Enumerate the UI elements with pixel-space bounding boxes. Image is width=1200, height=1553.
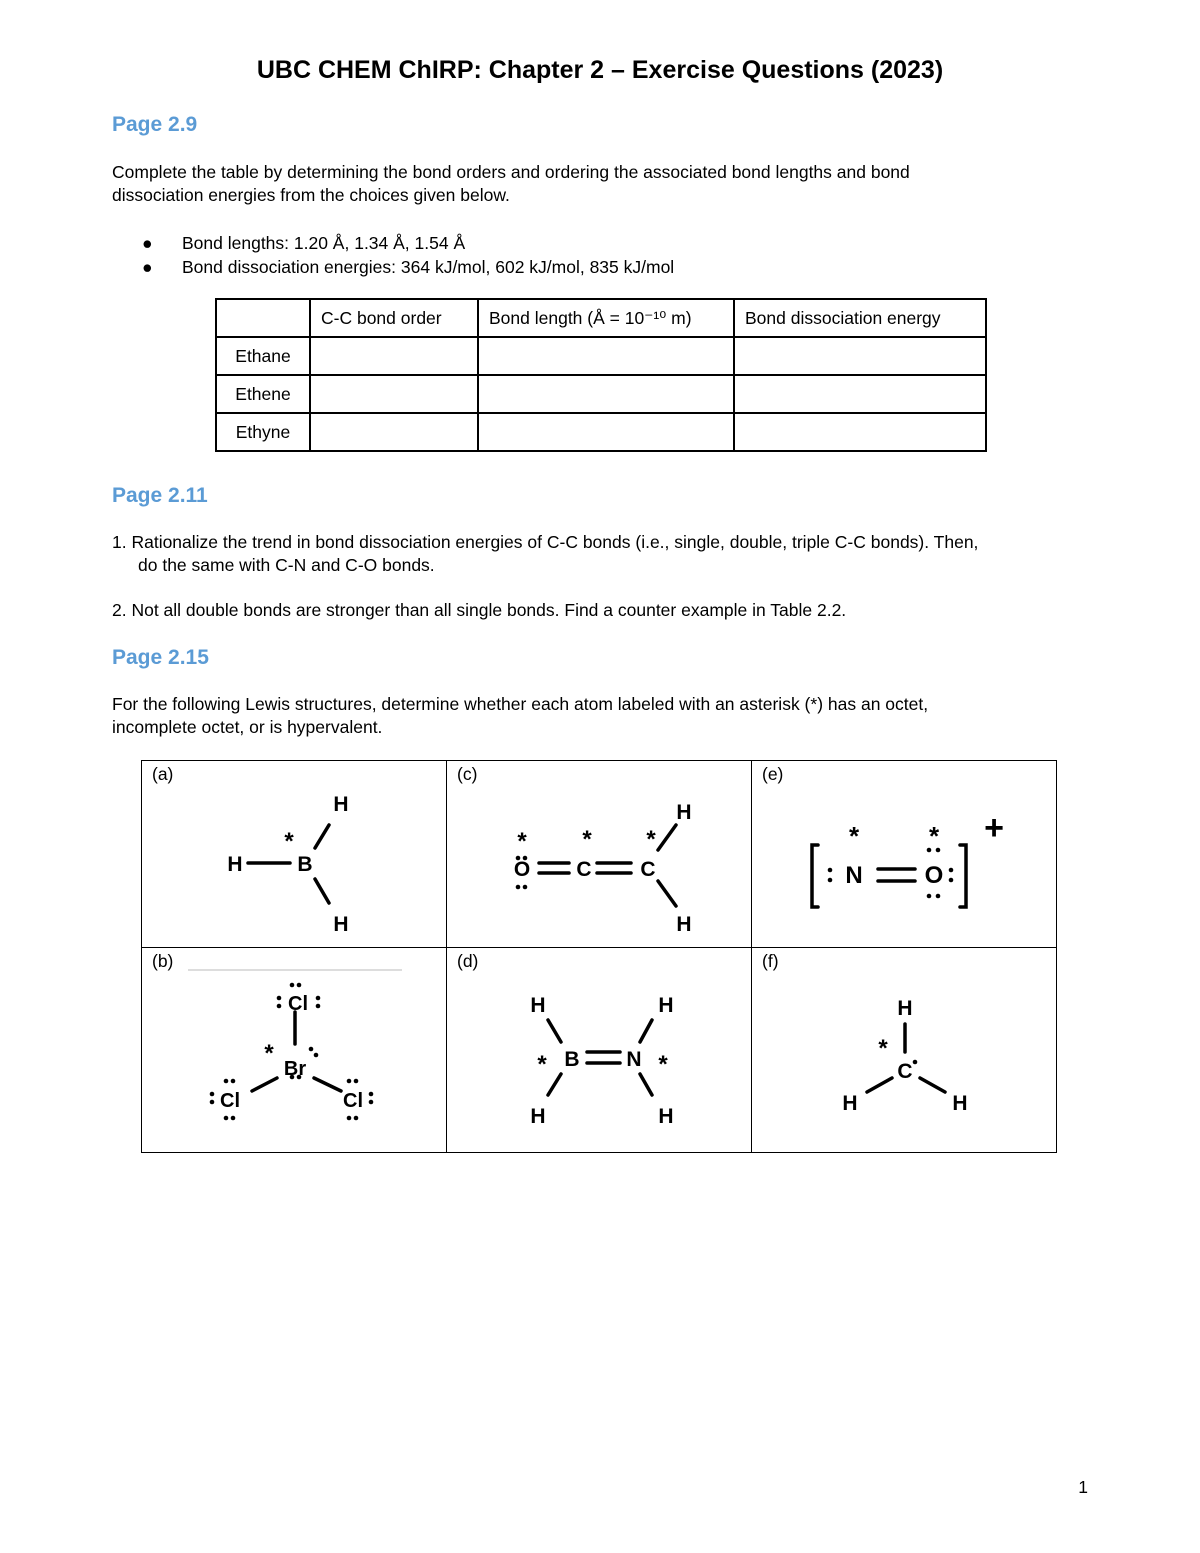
question-line: do the same with C-N and C-O bonds. [138, 555, 435, 575]
asterisk-marker: * [878, 1035, 888, 1062]
structure-label: (f) [762, 951, 779, 971]
section-heading-2-11: Page 2.11 [112, 484, 208, 507]
structure-label: (d) [457, 951, 479, 971]
lewis-structure-f [752, 948, 1056, 1152]
atom-label: H [530, 1105, 546, 1128]
structure-label: (c) [457, 764, 478, 784]
table-row-label: Ethene [216, 375, 310, 413]
question-line: 1. Rationalize the trend in bond dissociation energies of C-C bonds (i.e., single, double, triple C-C bonds). Then, [112, 532, 979, 552]
asterisk-marker: * [928, 821, 940, 851]
page-number: 1 [1078, 1477, 1088, 1497]
atom-label: N [845, 862, 863, 889]
section-heading-2-15: Page 2.15 [112, 646, 209, 669]
atom-label: H [658, 1105, 674, 1128]
page-title: UBC CHEM ChIRP: Chapter 2 – Exercise Questions (2023) [256, 56, 944, 84]
question-2: 2. Not all double bonds are stronger than all single bonds. Find a counter example in Table 2.2. [112, 600, 847, 620]
lewis-structure-b [142, 948, 446, 1152]
intro-line: For the following Lewis structures, determine whether each atom labeled with an asterisk (*) has an octet, [112, 694, 929, 714]
atom-label: Cl [288, 993, 308, 1015]
bond-table [215, 298, 987, 452]
structure-cell-e [752, 761, 1057, 948]
asterisk-marker: * [848, 821, 860, 851]
list-item: ● Bond lengths: 1.20 Å, 1.34 Å, 1.54 Å [142, 233, 466, 253]
intro-paragraph-2-9 [112, 161, 1072, 207]
answer-cell[interactable] [478, 375, 734, 413]
table-row [216, 375, 986, 413]
table-header-cell: Bond length (Å = 10⁻¹⁰ m) [478, 299, 734, 337]
atom-label: C [897, 1060, 913, 1083]
atom-label: H [333, 913, 349, 936]
atom-label: C [640, 858, 656, 881]
atom-label: B [297, 853, 313, 876]
table-header-cell: Bond dissociation energy [734, 299, 986, 337]
structure-label: (b) [152, 951, 174, 971]
atom-label: H [897, 997, 913, 1020]
atom-label: H [842, 1092, 858, 1115]
intro-line: Complete the table by determining the bond orders and ordering the associated bond lengths and bond [112, 162, 910, 182]
atom-label: C [576, 858, 592, 881]
choices-list [112, 231, 674, 279]
atom-label: N [626, 1048, 642, 1071]
atom-label: O [513, 858, 531, 881]
table-header-row [216, 299, 986, 337]
structure-cell-c [447, 761, 752, 948]
question-1 [112, 531, 1092, 577]
asterisk-marker: * [646, 826, 656, 853]
lewis-structure-c [447, 761, 751, 947]
atom-label: H [952, 1092, 968, 1115]
table-row [216, 413, 986, 451]
answer-cell[interactable] [310, 375, 478, 413]
asterisk-marker: * [264, 1040, 274, 1067]
atom-label: H [333, 793, 349, 816]
atom-label: H [676, 913, 692, 936]
intro-line: dissociation energies from the choices given below. [112, 185, 510, 205]
structure-cell-d [447, 948, 752, 1153]
answer-cell[interactable] [310, 413, 478, 451]
bullet-icon: ● [142, 257, 153, 277]
atom-label: H [658, 994, 674, 1017]
structure-label: (e) [762, 764, 784, 784]
structure-cell-b [142, 948, 447, 1153]
structure-label: (a) [152, 764, 174, 784]
atom-label: O [924, 862, 944, 889]
asterisk-marker: * [658, 1051, 668, 1078]
lewis-structure-a [142, 761, 446, 947]
atom-label: H [676, 801, 692, 824]
atom-label: Br [283, 1058, 307, 1080]
intro-line: incomplete octet, or is hypervalent. [112, 717, 383, 737]
asterisk-marker: * [284, 828, 294, 855]
atom-label: Cl [220, 1090, 240, 1112]
section-heading-2-9: Page 2.9 [112, 113, 198, 136]
answer-cell[interactable] [734, 413, 986, 451]
atom-label: Cl [343, 1090, 363, 1112]
atom-label: H [227, 853, 243, 876]
structure-cell-f [752, 948, 1057, 1153]
asterisk-marker: * [537, 1051, 547, 1078]
table-row-label: Ethane [216, 337, 310, 375]
lewis-structure-e [752, 761, 1056, 947]
answer-cell[interactable] [310, 337, 478, 375]
atom-label: B [564, 1048, 580, 1071]
lewis-structure-d [447, 948, 751, 1152]
table-header-cell: C-C bond order [310, 299, 478, 337]
charge-symbol: + [984, 809, 1004, 847]
answer-cell[interactable] [734, 337, 986, 375]
list-item: ● Bond dissociation energies: 364 kJ/mol, 602 kJ/mol, 835 kJ/mol [142, 257, 675, 277]
bullet-icon: ● [142, 233, 153, 253]
lewis-structures-grid [141, 760, 1057, 1153]
answer-cell[interactable] [478, 337, 734, 375]
asterisk-marker: * [582, 826, 592, 853]
intro-paragraph-2-15 [112, 693, 1072, 739]
atom-label: H [530, 994, 546, 1017]
answer-cell[interactable] [734, 375, 986, 413]
asterisk-marker: * [517, 828, 527, 855]
table-row [216, 337, 986, 375]
answer-cell[interactable] [478, 413, 734, 451]
table-row-label: Ethyne [216, 413, 310, 451]
table-header-cell [216, 299, 310, 337]
structure-cell-a [142, 761, 447, 948]
